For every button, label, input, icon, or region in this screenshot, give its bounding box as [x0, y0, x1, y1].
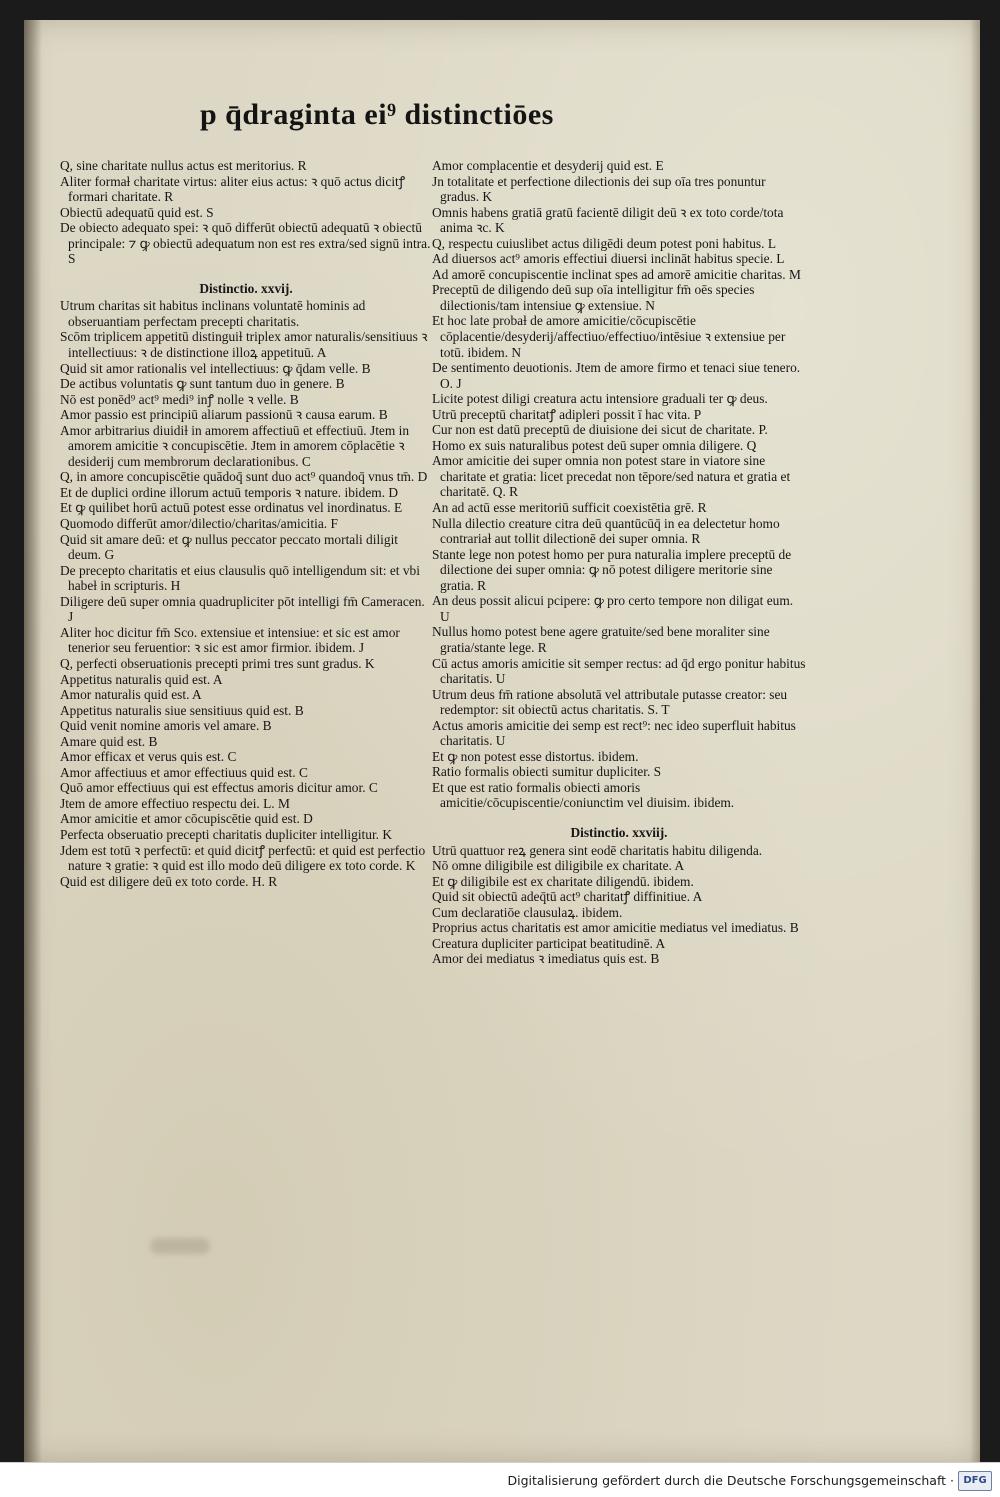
index-entry: Nulla dilectio creature citra deū quantūcūq̄ in ea delectetur homo contrariaƚ aut tollit dilectionē dei super omnia. R [432, 515, 780, 547]
index-entry: Diligere deū super omnia quadrupliciter pōt intelligi fm̄ Cameracen. J [60, 593, 425, 625]
index-entry: Quid sit amor rationalis vel intellectiuus: ꝙ q̄dam velle. B [60, 360, 371, 376]
index-entry: Utrū quattuor reꝝ genera sint eodē charitatis habitu diligenda. [432, 842, 763, 858]
dfg-logo: DFG [958, 1471, 992, 1491]
index-entry: Amare quid est. B [60, 733, 158, 749]
left-column [60, 158, 432, 889]
index-entry: Jtem de amore effectiuo respectu dei. L. M [60, 795, 290, 811]
index-entry: Amor affectiuus et amor effectiuus quid est. C [60, 764, 308, 780]
index-entry: Utrū preceptū charitatꝭ adipleri possit ī hac vita. P [432, 406, 702, 422]
index-entry: Et que est ratio formalis obiecti amoris amicitie/cōcupiscentie/coniunctim vel diuisim. ibidem. [432, 779, 735, 811]
index-entry: Ad diuersos act⁹ amoris effectiui diuersi inclināt habitus specie. L [432, 251, 785, 267]
index-entry: Aliter formaƚ charitate virtus: aliter eius actus: ꝛ quō actus dicitꝭ formari charitate. R [60, 173, 406, 205]
index-entry: Preceptū de diligendo deū sup oīa intelligitur fm̄ oēs species dilectionis/tam intensiue ꝙ extensiue. N [432, 282, 755, 313]
left-entries [60, 298, 432, 889]
index-entry: Scōm triplicem appetitū distinguiƚ triplex amor naturalis/sensitiuus ꝛ intellectiuus: ꝛ de distinctione illoꝝ appetituū. A [60, 329, 428, 361]
index-entry: Cum declaratiōe clausulaꝝ. ibidem. [432, 904, 623, 920]
index-entry: Q, perfecti obseruationis precepti primi tres sunt gradus. K [60, 655, 375, 671]
index-entry: Et de duplici ordine illorum actuū temporis ꝛ nature. ibidem. D [60, 484, 399, 500]
index-entry: Et ꝙ quilibet horū actuū potest esse ordinatus vel inordinatus. E [60, 500, 403, 516]
index-entry: Q, respectu cuiuslibet actus diligēdi deum potest poni habitus. L [432, 235, 776, 251]
index-entry: Licite potest diligi creatura actu intensiore graduali ter ꝙ deus. [432, 391, 768, 407]
index-entry: Quid sit obiectū adeq̄tū act⁹ charitatꝭ diffinitiue. A [432, 889, 703, 905]
index-entry: Proprius actus charitatis est amor amicitie mediatus vel imediatus. B [432, 920, 799, 936]
index-entry: Nullus homo potest bene agere gratuite/sed bene moraliter sine gratia/stante lege. R [432, 624, 770, 655]
index-entry: Appetitus naturalis quid est. A [60, 671, 223, 687]
page-gutter-shadow [24, 20, 42, 1462]
index-entry: Quomodo differūt amor/dilectio/charitas/amicitia. F [60, 516, 338, 532]
page-edge [970, 20, 980, 1462]
index-entry: An ad actū esse meritoriū sufficit coexistētia grē. R [432, 500, 707, 516]
index-entry: Ratio formalis obiecti sumitur dupliciter. S [432, 764, 662, 780]
footer-bar [0, 1462, 1000, 1497]
index-entry: Quō amor effectiuus qui est effectus amoris dicitur amor. C [60, 780, 378, 796]
index-entry: Et ꝙ diligibile est ex charitate diligendū. ibidem. [432, 873, 694, 889]
right-entries [432, 843, 806, 967]
index-entry: Quid venit nomine amoris vel amare. B [60, 718, 272, 734]
index-entry: Et ꝙ non potest esse distortus. ibidem. [432, 748, 639, 764]
distinctio-27-heading: Distinctio. xxvij. [199, 280, 293, 296]
index-entry: De sentimento deuotionis. Jtem de amore firmo et tenaci siue tenero. O. J [432, 360, 801, 391]
index-entry: Q, in amore concupiscētie quādoq̄ sunt duo act⁹ quandoq̄ vnus tm̄. D [60, 469, 428, 485]
running-head: p q̄draginta ei⁹ distinctiōes [200, 98, 554, 131]
index-entry: Amor arbitrarius diuidiƚ in amorem affectiuū et effectiuū. Jtem in amorem amicitie ꝛ concupiscētie. Jtem in amorem cōplacētie ꝛ desiderij cum membrorum declarationibus. C [60, 422, 410, 469]
index-entry: Amor amicitie dei super omnia non potest stare in viatore sine charitate et gratia: licet precedat non tēpore/sed natura et gratia et charitatē. Q. R [432, 453, 791, 500]
index-entry: Ad amorē concupiscentie inclinat spes ad amorē amicitie charitas. M [432, 266, 801, 282]
index-entry: Jdem est totū ꝛ perfectū: et quid dicitꝭ perfectū: et quid est perfectio nature ꝛ gratie: ꝛ quid est illo modo deū diligere ex toto corde. K [60, 842, 426, 874]
index-entry: Nō omne diligibile est diligibile ex charitate. A [432, 858, 685, 874]
index-entry: An deus possit alicui pcipere: ꝙ pro certo tempore non diligat eum. U [432, 593, 794, 624]
index-entry: Aliter hoc dicitur fm̄ Sco. extensiue et intensiue: et sic est amor tenerior seu feruentior: ꝛ sic est amor firmior. ibidem. J [60, 624, 400, 656]
index-entry: Appetitus naturalis siue sensitiuus quid est. B [60, 702, 304, 718]
index-entry: Et hoc late probaƚ de amore amicitie/cōcupiscētie cōplacentie/desyderij/affectiuo/effectiuo/intēsiue ꝛ extensiue per totū. ibidem. N [432, 313, 786, 360]
index-entry: Q, sine charitate nullus actus est meritorius. R [60, 158, 307, 173]
index-entry: Amor amicitie et amor cōcupiscētie quid est. D [60, 811, 313, 827]
index-entry: Actus amoris amicitie dei semp est rect⁹: nec ideo superfluit habitus charitatis. U [432, 717, 796, 749]
right-pre-entries [432, 158, 806, 811]
index-entry: Stante lege non potest homo per pura naturalia implere preceptū de dilectione dei super omnia: ꝙ nō potest diligere meritorie sine gratia. R [432, 546, 792, 593]
index-entry: Amor efficax et verus quis est. C [60, 749, 237, 765]
right-column [432, 158, 806, 967]
index-entry: Cur non est datū preceptū de diuisione dei sicut de charitate. P. [432, 422, 768, 438]
index-entry: Homo ex suis naturalibus potest deū super omnia diligere. Q [432, 437, 757, 453]
index-entry: Quid est diligere deū ex toto corde. H. R [60, 873, 278, 889]
index-entry: Utrum charitas sit habitus inclinans voluntatē hominis ad obseruantiam perfectam precepti charitatis. [60, 298, 366, 329]
index-entry: De obiecto adequato spei: ꝛ quō differūt obiectū adequatū ꝛ obiectū principale: ⁊ ꝙ obiectū adequatum non est res extra/sed signū intra. S [60, 220, 431, 267]
left-pre-entries [60, 158, 432, 267]
footer-credit: Digitalisierung gefördert durch die Deutsche Forschungsgemeinschaft · [507, 1473, 954, 1488]
index-entry: Amor dei mediatus ꝛ imediatus quis est. B [432, 951, 660, 967]
index-entry: Amor naturalis quid est. A [60, 687, 202, 703]
index-entry: Cū actus amoris amicitie sit semper rectus: ad q̄d ergo ponitur habitus charitatis. U [432, 655, 806, 687]
index-entry: Creatura dupliciter participat beatitudinē. A [432, 935, 666, 951]
index-entry: Obiectū adequatū quid est. S [60, 204, 214, 220]
index-entry: Amor passio est principiū aliarum passionū ꝛ causa earum. B [60, 407, 388, 423]
index-entry: Quid sit amare deū: et ꝙ nullus peccator peccato mortali diligit deum. G [60, 531, 399, 563]
index-entry: Omnis habens gratiā gratū facientē diligit deū ꝛ ex toto corde/tota anima ꝛc. K [432, 204, 784, 236]
index-entry: Amor complacentie et desyderij quid est. E [432, 158, 664, 173]
index-entry: Jn totalitate et perfectione dilectionis dei sup oīa tres ponuntur gradus. K [432, 173, 766, 205]
index-entry: De precepto charitatis et eius clausulis quō intelligendum sit: et vbi habeƚ in scripturis. H [60, 562, 420, 594]
index-entry: Utrum deus fm̄ ratione absolutā vel attributale putasse creator: seu redemptor: sit obiectū actus charitatis. S. T [432, 686, 788, 718]
index-entry: Perfecta obseruatio precepti charitatis dupliciter intelligitur. K [60, 826, 393, 842]
index-entry: De actibus voluntatis ꝙ sunt tantum duo in genere. B [60, 376, 345, 392]
index-entry: Nō est ponēd⁹ act⁹ medi⁹ inꝭ nolle ꝛ velle. B [60, 391, 299, 407]
distinctio-28-heading: Distinctio. xxviij. [570, 824, 668, 840]
ink-smudge [150, 1238, 210, 1254]
